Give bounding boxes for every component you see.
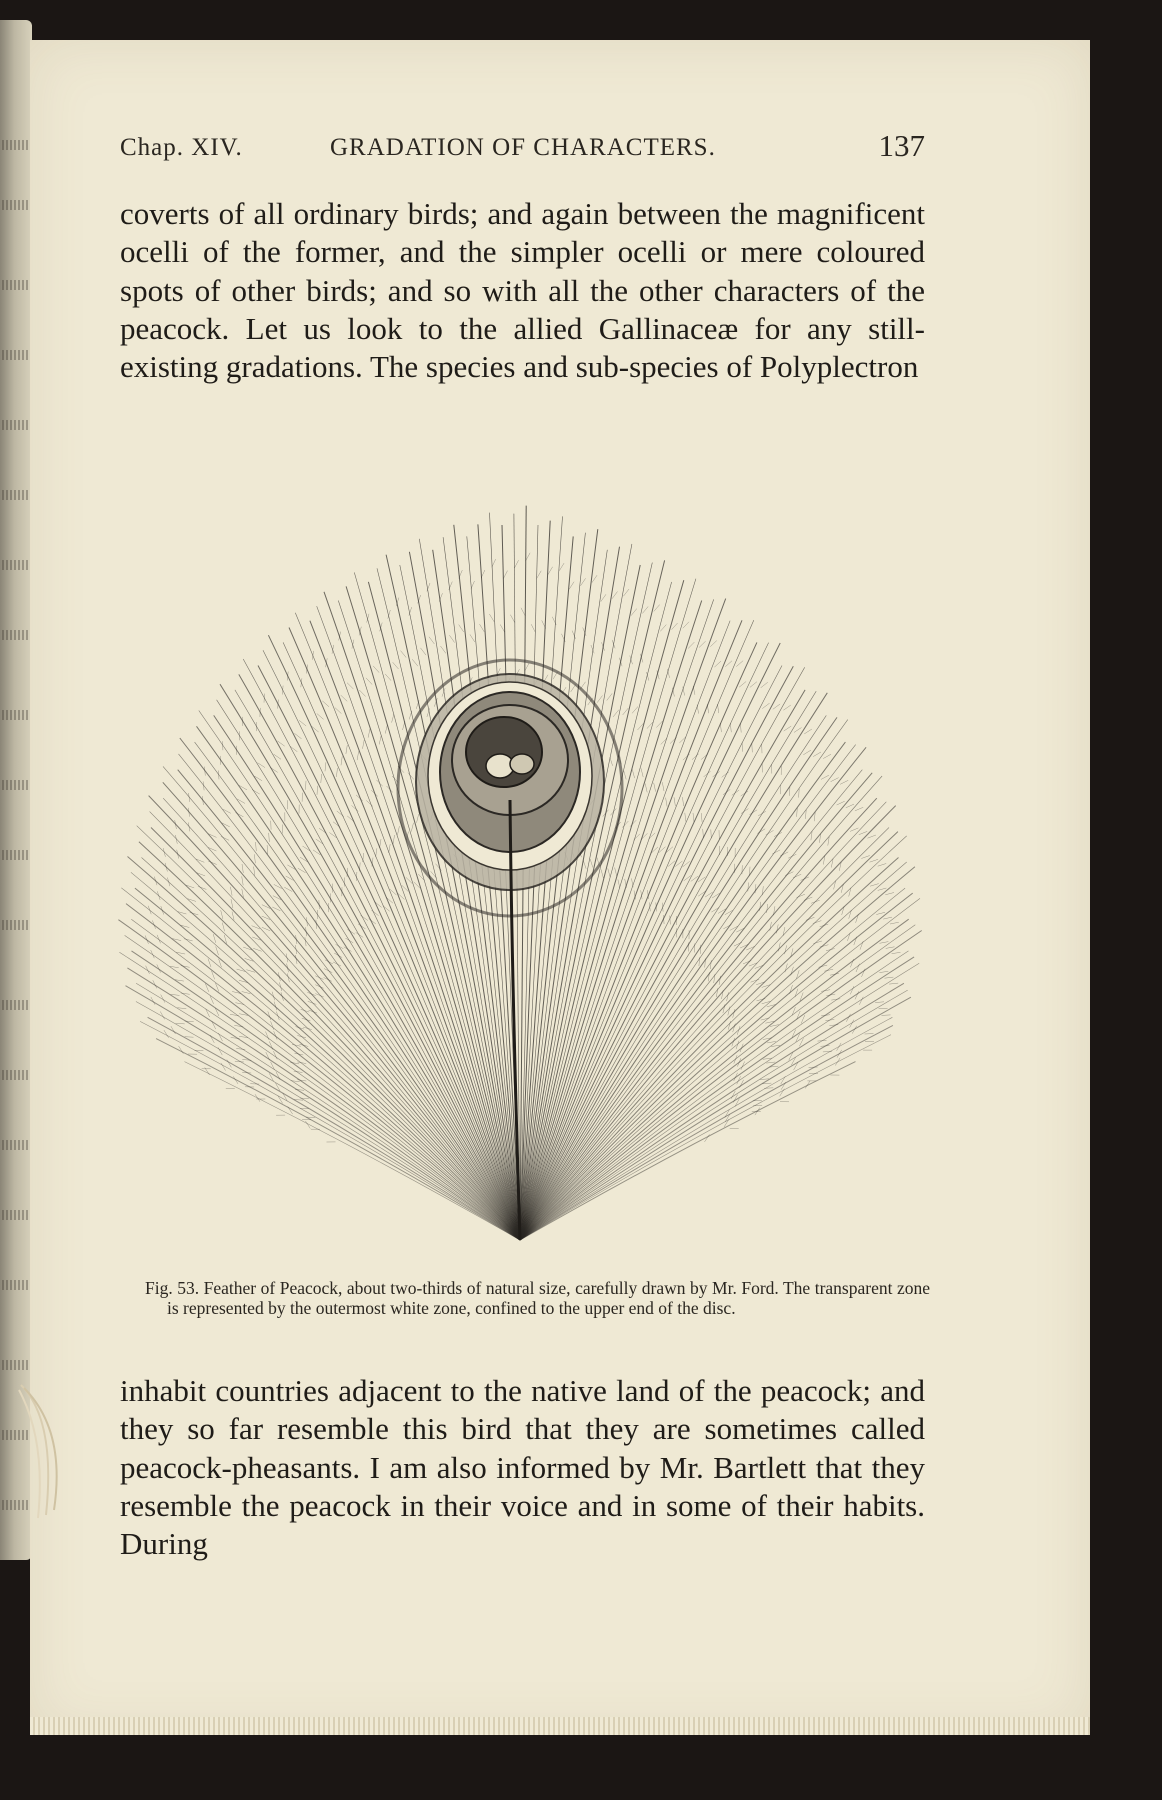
barb-hair — [294, 1071, 303, 1072]
barb-hair — [417, 814, 419, 823]
barb-hair — [258, 763, 266, 768]
barb-hair — [750, 682, 757, 688]
barb-hair — [316, 839, 323, 844]
barb-hair — [373, 666, 379, 673]
barb-hair — [317, 786, 318, 795]
barb-hair — [157, 891, 160, 900]
barb-hair — [878, 888, 887, 890]
barb-hair — [288, 1107, 293, 1115]
barb-hair — [500, 625, 505, 633]
barb-hair — [885, 977, 894, 978]
barb-hair — [245, 958, 254, 961]
barb-hair — [736, 661, 743, 667]
barb-hair — [236, 1049, 245, 1050]
barb-hair — [880, 942, 889, 944]
barb-hair — [730, 723, 731, 732]
barb-hair — [797, 808, 798, 817]
barb-hair — [882, 1015, 891, 1016]
barb-hair — [641, 768, 643, 777]
barb-hair — [409, 711, 412, 720]
barb-hair — [837, 801, 845, 805]
barb-hair — [760, 1079, 769, 1080]
barb-hair — [213, 934, 216, 943]
barb-hair — [254, 854, 255, 863]
barb-hair — [767, 904, 768, 913]
barb-hair — [346, 745, 347, 754]
barb-hair — [357, 751, 359, 760]
barb-hair — [837, 1050, 842, 1058]
barb-hair — [525, 663, 529, 671]
barb-hair — [230, 887, 232, 896]
barb-hair — [322, 701, 329, 707]
barb-hair — [514, 560, 518, 568]
barb-hair — [392, 714, 394, 723]
barb-hair — [341, 756, 342, 765]
barb-hair — [883, 917, 892, 919]
barb-hair — [803, 750, 811, 755]
barb-hair — [526, 553, 530, 561]
barb-hair — [307, 992, 315, 995]
barb-hair — [231, 899, 233, 908]
barb-hair — [181, 993, 190, 994]
barb-hair — [359, 690, 365, 697]
barb-hair — [256, 842, 257, 851]
barb-hair — [780, 1089, 785, 1097]
barb-hair — [315, 976, 323, 980]
barb-hair — [781, 1082, 786, 1090]
barb-hair — [581, 578, 586, 586]
barb-hair — [254, 867, 255, 876]
barb-hair — [624, 771, 627, 780]
barb-hair — [253, 948, 262, 951]
barb-hair — [218, 1047, 222, 1055]
barb-hair — [693, 813, 694, 822]
barb-hair — [503, 571, 507, 579]
barb-hair — [272, 907, 280, 911]
barb-hair — [276, 1012, 279, 1021]
page-number: 137 — [878, 128, 925, 163]
barb-hair — [854, 937, 857, 945]
barb-hair — [368, 729, 370, 738]
barb-hair — [711, 908, 719, 913]
barb-hair — [334, 953, 342, 957]
barb-hair — [421, 648, 427, 655]
barb-hair — [615, 868, 617, 877]
barb-hair — [316, 920, 317, 929]
barb-hair — [693, 686, 695, 695]
barb-hair — [167, 878, 170, 887]
barb-hair — [157, 935, 160, 943]
barb-hair — [411, 823, 413, 832]
barb-hair — [666, 798, 668, 807]
barb-hair — [840, 780, 848, 784]
barb-hair — [583, 860, 586, 869]
barb-hair — [835, 1058, 840, 1066]
barb-hair — [683, 687, 685, 696]
barb-hair — [610, 757, 613, 766]
barb-hair — [270, 767, 278, 772]
barb-hair — [870, 884, 879, 887]
barb-hair — [537, 571, 542, 579]
barb-hair — [624, 589, 630, 596]
barb-hair — [412, 659, 418, 666]
barb-hair — [741, 809, 748, 814]
barb-hair — [814, 812, 815, 821]
barb-hair — [612, 640, 615, 648]
barb-hair — [813, 752, 821, 757]
barb-hair — [720, 723, 721, 732]
barb-hair — [654, 783, 656, 792]
barb-hair — [231, 1038, 240, 1039]
barb-hair — [471, 581, 475, 589]
barb-hair — [269, 833, 270, 842]
barb-hair — [379, 736, 381, 745]
barb-hair — [889, 983, 898, 984]
barb-hair — [344, 947, 352, 952]
barb-hair — [393, 662, 399, 669]
figure-caption: Fig. 53. Feather of Peacock, about two-thirds of natural size, carefully drawn by Mr. Ford. The transparent zone is represented by the outermost white zone, confined to the upper end of the disc. — [145, 1278, 930, 1318]
barb-hair — [303, 1027, 312, 1030]
barb-hair — [766, 1062, 775, 1063]
barb-hair — [361, 915, 368, 920]
barb-hair — [783, 705, 790, 710]
barb-hair — [154, 877, 157, 886]
facing-page-edge — [0, 20, 32, 1560]
barb-hair — [631, 609, 637, 616]
barb-hair — [312, 651, 313, 660]
barb-hair — [383, 906, 390, 912]
barb-hair — [336, 944, 344, 949]
barb-hair — [470, 634, 475, 642]
barb-hair — [762, 703, 769, 708]
barb-hair — [489, 614, 494, 622]
barb-hair — [252, 790, 260, 795]
barb-hair — [521, 608, 525, 616]
barb-hair — [459, 625, 464, 632]
barb-hair — [870, 859, 879, 862]
barb-hair — [821, 775, 829, 779]
barb-hair — [875, 1002, 884, 1003]
barb-hair — [799, 789, 800, 798]
barb-hair — [181, 966, 190, 968]
barb-hair — [612, 592, 617, 599]
barb-hair — [317, 714, 324, 720]
barb-hair — [492, 559, 496, 567]
barb-hair — [301, 1009, 310, 1012]
barb-hair — [685, 813, 686, 822]
barb-hair — [393, 835, 395, 844]
barb-hair — [385, 674, 391, 681]
barb-hair — [860, 941, 863, 949]
barb-hair — [862, 969, 866, 977]
barb-hair — [317, 910, 318, 919]
barb-hair — [176, 1023, 185, 1024]
barb-hair — [429, 637, 434, 644]
barb-hair — [892, 952, 901, 953]
barb-hair — [333, 822, 340, 828]
barb-hair — [255, 1094, 260, 1102]
barb-hair — [559, 563, 564, 571]
barb-hair — [704, 771, 711, 777]
barb-hair — [876, 912, 885, 914]
barb-hair — [831, 778, 839, 782]
barb-hair — [859, 831, 867, 834]
barb-hair — [531, 624, 535, 632]
barb-hair — [218, 771, 219, 780]
barb-hair — [688, 642, 694, 648]
paragraph-bottom: inhabit countries adjacent to the native land of the peacock; and they so far resemble this bird that they are sometimes called peacock-pheasants. I am also informed by Mr. Bartlett that they resemble the peacock in their voice and in some of their habits. During — [120, 1373, 925, 1562]
barb-hair — [148, 906, 151, 914]
peacock-feather-illustration — [80, 470, 960, 1270]
barb-hair — [776, 924, 778, 933]
barb-hair — [333, 962, 341, 966]
barb-hair — [804, 729, 812, 734]
barb-hair — [601, 594, 606, 601]
barb-hair — [295, 945, 297, 954]
barb-hair — [850, 959, 853, 967]
barb-hair — [642, 607, 648, 614]
barb-hair — [725, 661, 732, 667]
barb-hair — [242, 876, 244, 885]
barb-hair — [711, 829, 712, 838]
barb-hair — [346, 938, 354, 943]
barb-hair — [703, 829, 704, 838]
barb-hair — [336, 768, 337, 777]
barb-hair — [837, 1043, 842, 1051]
barb-hair — [670, 916, 671, 925]
barb-hair — [752, 743, 753, 752]
barb-hair — [269, 1041, 273, 1049]
barb-hair — [613, 710, 619, 717]
barb-hair — [242, 864, 243, 873]
running-header — [120, 128, 925, 168]
barb-hair — [290, 746, 297, 751]
barb-hair — [376, 780, 382, 786]
barb-hair — [398, 826, 400, 835]
barb-hair — [208, 959, 211, 968]
barb-hair — [846, 804, 854, 808]
barb-hair — [683, 622, 689, 629]
barb-hair — [660, 625, 666, 632]
barb-hair — [222, 923, 224, 932]
barb-hair — [216, 947, 219, 956]
barb-hair — [718, 704, 719, 713]
barb-hair — [770, 922, 772, 931]
barb-hair — [321, 774, 322, 783]
barb-hair — [297, 1036, 306, 1038]
barb-hair — [661, 738, 667, 744]
barb-hair — [885, 893, 894, 895]
running-title: GRADATION OF CHARACTERS. — [330, 134, 716, 161]
barb-hair — [356, 932, 364, 937]
barb-hair — [390, 889, 397, 895]
barb-hair — [699, 641, 706, 647]
barb-hair — [185, 1037, 194, 1038]
barb-hair — [510, 615, 514, 623]
barb-hair — [886, 947, 895, 949]
barb-hair — [672, 623, 678, 630]
barb-hair — [710, 641, 717, 647]
barb-hair — [297, 1080, 306, 1081]
barb-hair — [337, 811, 344, 817]
barb-hair — [682, 797, 683, 806]
barb-hair — [861, 856, 870, 859]
barb-hair — [727, 992, 729, 1001]
barb-hair — [705, 892, 713, 897]
barb-hair — [742, 743, 743, 752]
barb-hair — [274, 884, 282, 888]
barb-hair — [266, 1052, 270, 1060]
barb-hair — [654, 605, 660, 612]
barb-hair — [347, 868, 348, 877]
barb-hair — [305, 937, 306, 946]
barb-hair — [590, 859, 593, 868]
barb-hair — [847, 932, 850, 941]
barb-hair — [266, 1032, 270, 1040]
barb-hair — [380, 839, 381, 848]
barb-hair — [235, 1061, 244, 1062]
barb-hair — [325, 960, 333, 964]
barb-hair — [161, 906, 164, 915]
barb-hair — [684, 876, 691, 881]
barb-hair — [278, 700, 279, 709]
barb-hair — [290, 1062, 299, 1064]
barb-hair — [569, 582, 574, 590]
barb-hair — [385, 725, 387, 734]
barb-hair — [710, 960, 711, 969]
barb-hair — [607, 693, 613, 700]
barb-hair — [697, 705, 699, 714]
barb-hair — [324, 969, 332, 973]
barb-hair — [218, 1033, 222, 1041]
barb-hair — [823, 754, 831, 758]
barb-hair — [878, 864, 887, 867]
barb-hair — [441, 646, 446, 653]
barb-hair — [401, 651, 407, 658]
chapter-label: Chap. XIV. — [120, 134, 243, 161]
barb-hair — [707, 704, 708, 713]
barb-hair — [767, 1041, 776, 1043]
barb-hair — [286, 954, 288, 963]
barb-hair — [805, 810, 806, 819]
barb-hair — [813, 941, 822, 944]
barb-hair — [403, 721, 405, 730]
barb-hair — [748, 883, 749, 892]
barb-hair — [608, 868, 610, 877]
barb-hair — [890, 922, 899, 924]
barb-hair — [449, 635, 454, 642]
barb-hair — [262, 927, 270, 931]
paragraph-top: coverts of all ordinary birds; and again between the magnificent ocelli of the former, and the simpler ocelli or mere coloured spots of other birds; and so with all the other characters of the peacock. Let us look to the allied Gallinaceæ for any still-existing gradations. The species and sub-species of Polyplectron — [120, 196, 925, 385]
barb-hair — [356, 872, 357, 881]
barb-hair — [879, 1008, 888, 1009]
barb-hair — [262, 916, 270, 920]
barb-hair — [177, 1008, 186, 1009]
barb-hair — [592, 575, 597, 582]
barb-hair — [784, 726, 792, 731]
barb-hair — [632, 769, 634, 778]
barb-hair — [701, 813, 702, 822]
barb-hair — [674, 797, 675, 806]
barb-hair — [242, 1073, 251, 1074]
barb-hair — [220, 756, 221, 765]
barb-hair — [341, 695, 348, 701]
barb-hair — [855, 807, 863, 811]
barb-hair — [273, 1051, 277, 1059]
barb-hair — [601, 869, 603, 878]
page-bottom-edge — [30, 1717, 1090, 1735]
barb-hair — [184, 939, 193, 941]
barb-hair — [347, 683, 353, 689]
barb-hair — [623, 708, 629, 715]
barb-hair — [760, 902, 761, 911]
feather-barb — [132, 951, 521, 1240]
barb-hair — [645, 784, 647, 793]
barb-hair — [271, 1021, 274, 1029]
barb-hair — [856, 964, 860, 972]
barb-hair — [761, 682, 768, 688]
barb-hair — [773, 704, 780, 709]
barb-hair — [366, 678, 372, 685]
barb-hair — [739, 682, 746, 688]
barb-hair — [363, 740, 365, 749]
barb-hair — [728, 1021, 730, 1030]
barb-hair — [480, 624, 485, 632]
barb-hair — [264, 694, 265, 703]
barb-hair — [267, 845, 268, 854]
barb-hair — [301, 678, 302, 687]
barb-hair — [597, 696, 602, 703]
barb-hair — [740, 724, 741, 733]
barb-hair — [389, 844, 391, 853]
barb-hair — [771, 1045, 780, 1046]
barb-hair — [850, 828, 858, 832]
barb-hair — [868, 835, 876, 838]
loose-threads — [16, 1380, 76, 1520]
barb-hair — [306, 781, 307, 790]
barb-hair — [436, 864, 442, 871]
barb-hair — [376, 848, 377, 857]
barb-hair — [850, 986, 854, 994]
barb-hair — [785, 945, 787, 954]
barb-hair — [632, 707, 638, 714]
barb-hair — [548, 567, 553, 575]
barb-hair — [325, 762, 326, 771]
barb-hair — [274, 754, 281, 759]
barb-hair — [714, 661, 721, 667]
barb-hair — [221, 910, 223, 919]
barb-hair — [794, 728, 802, 733]
barb-hair — [879, 971, 888, 972]
barb-hair — [662, 782, 664, 791]
barb-hair — [210, 1035, 214, 1043]
